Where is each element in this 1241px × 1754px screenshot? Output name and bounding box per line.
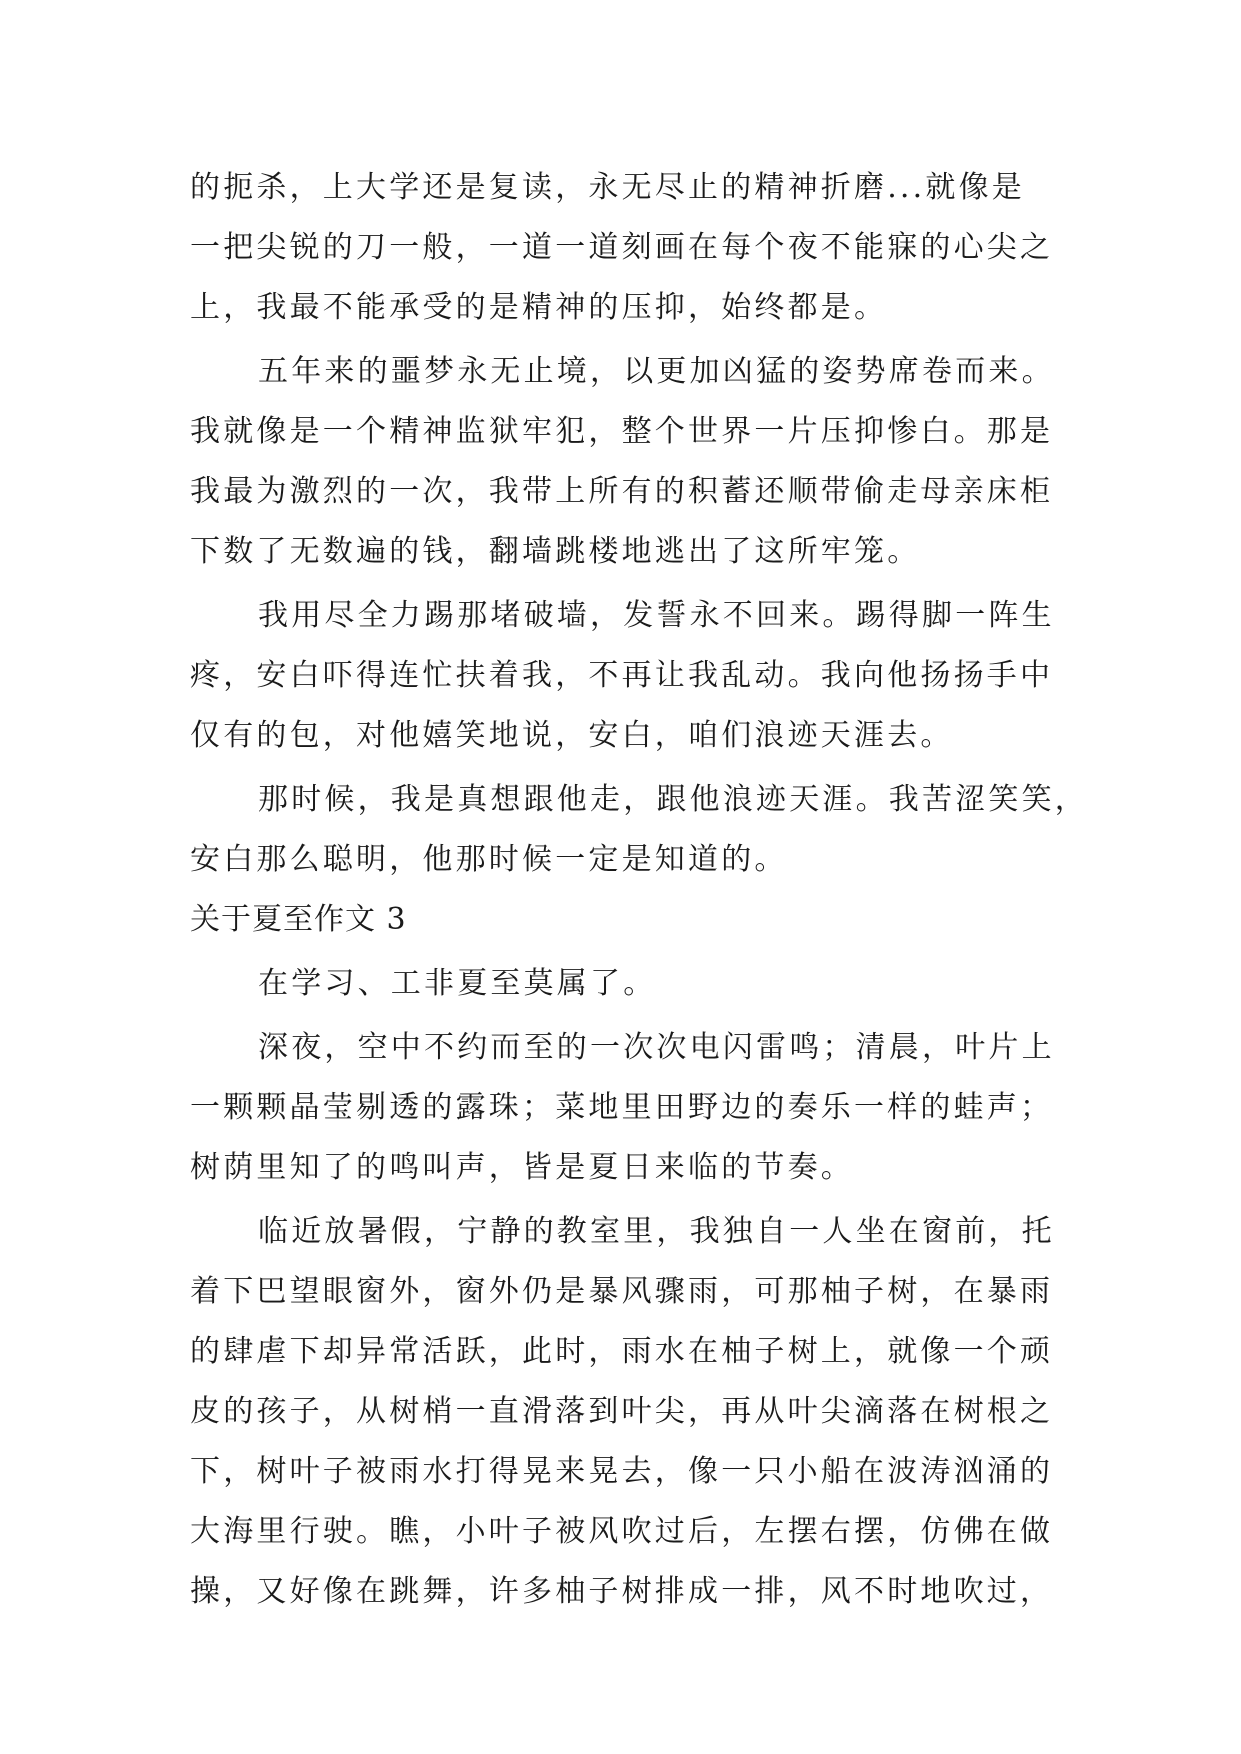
- text-line: 上，我最不能承受的是精神的压抑，始终都是。: [190, 290, 888, 325]
- text-line: 下，树叶子被雨水打得晃来晃去，像一只小船在波涛汹涌的: [190, 1454, 1054, 1489]
- text-line: 一颗颗晶莹剔透的露珠；菜地里田野边的奏乐一样的蛙声；: [190, 1090, 1054, 1125]
- text-line: 我最为激烈的一次，我带上所有的积蓄还顺带偷走母亲床柜: [190, 474, 1054, 509]
- text-line: 疼，安白吓得连忙扶着我，不再让我乱动。我向他扬扬手中: [190, 658, 1054, 693]
- text-line: 树荫里知了的鸣叫声，皆是夏日来临的节奏。: [190, 1150, 854, 1185]
- text-line: 大海里行驶。瞧，小叶子被风吹过后，左摆右摆，仿佛在做: [190, 1514, 1054, 1549]
- text-line: 的扼杀，上大学还是复读，永无尽止的精神折磨...就像是: [190, 170, 1026, 205]
- section-heading: 关于夏至作文 3: [190, 902, 407, 937]
- text-line: 的肆虐下却异常活跃，此时，雨水在柚子树上，就像一个顽: [190, 1334, 1054, 1369]
- text-line: 皮的孩子，从树梢一直滑落到叶尖，再从叶尖滴落在树根之: [190, 1394, 1054, 1429]
- paragraph-start: 我用尽全力踢那堵破墙，发誓永不回来。踢得脚一阵生: [258, 598, 1055, 633]
- paragraph-start: 临近放暑假，宁静的教室里，我独自一人坐在窗前，托: [258, 1214, 1055, 1249]
- text-line: 下数了无数遍的钱，翻墙跳楼地逃出了这所牢笼。: [190, 534, 921, 569]
- text-line: 安白那么聪明，他那时候一定是知道的。: [190, 842, 788, 877]
- paragraph-start: 在学习、工非夏至莫属了。: [258, 966, 657, 1001]
- text-line: 我就像是一个精神监狱牢犯，整个世界一片压抑惨白。那是: [190, 414, 1054, 449]
- text-line: 操，又好像在跳舞，许多柚子树排成一排，风不时地吹过，: [190, 1574, 1054, 1609]
- paragraph-start: 五年来的噩梦永无止境，以更加凶猛的姿势席卷而来。: [258, 354, 1055, 389]
- paragraph-start: 那时候，我是真想跟他走，跟他浪迹天涯。我苦涩笑笑，: [258, 782, 1088, 817]
- text-line: 一把尖锐的刀一般，一道一道刻画在每个夜不能寐的心尖之: [190, 230, 1054, 265]
- text-line: 仅有的包，对他嬉笑地说，安白，咱们浪迹天涯去。: [190, 718, 954, 753]
- paragraph-start: 深夜，空中不约而至的一次次电闪雷鸣；清晨，叶片上: [258, 1030, 1055, 1065]
- text-line: 着下巴望眼窗外，窗外仍是暴风骤雨，可那柚子树，在暴雨: [190, 1274, 1054, 1309]
